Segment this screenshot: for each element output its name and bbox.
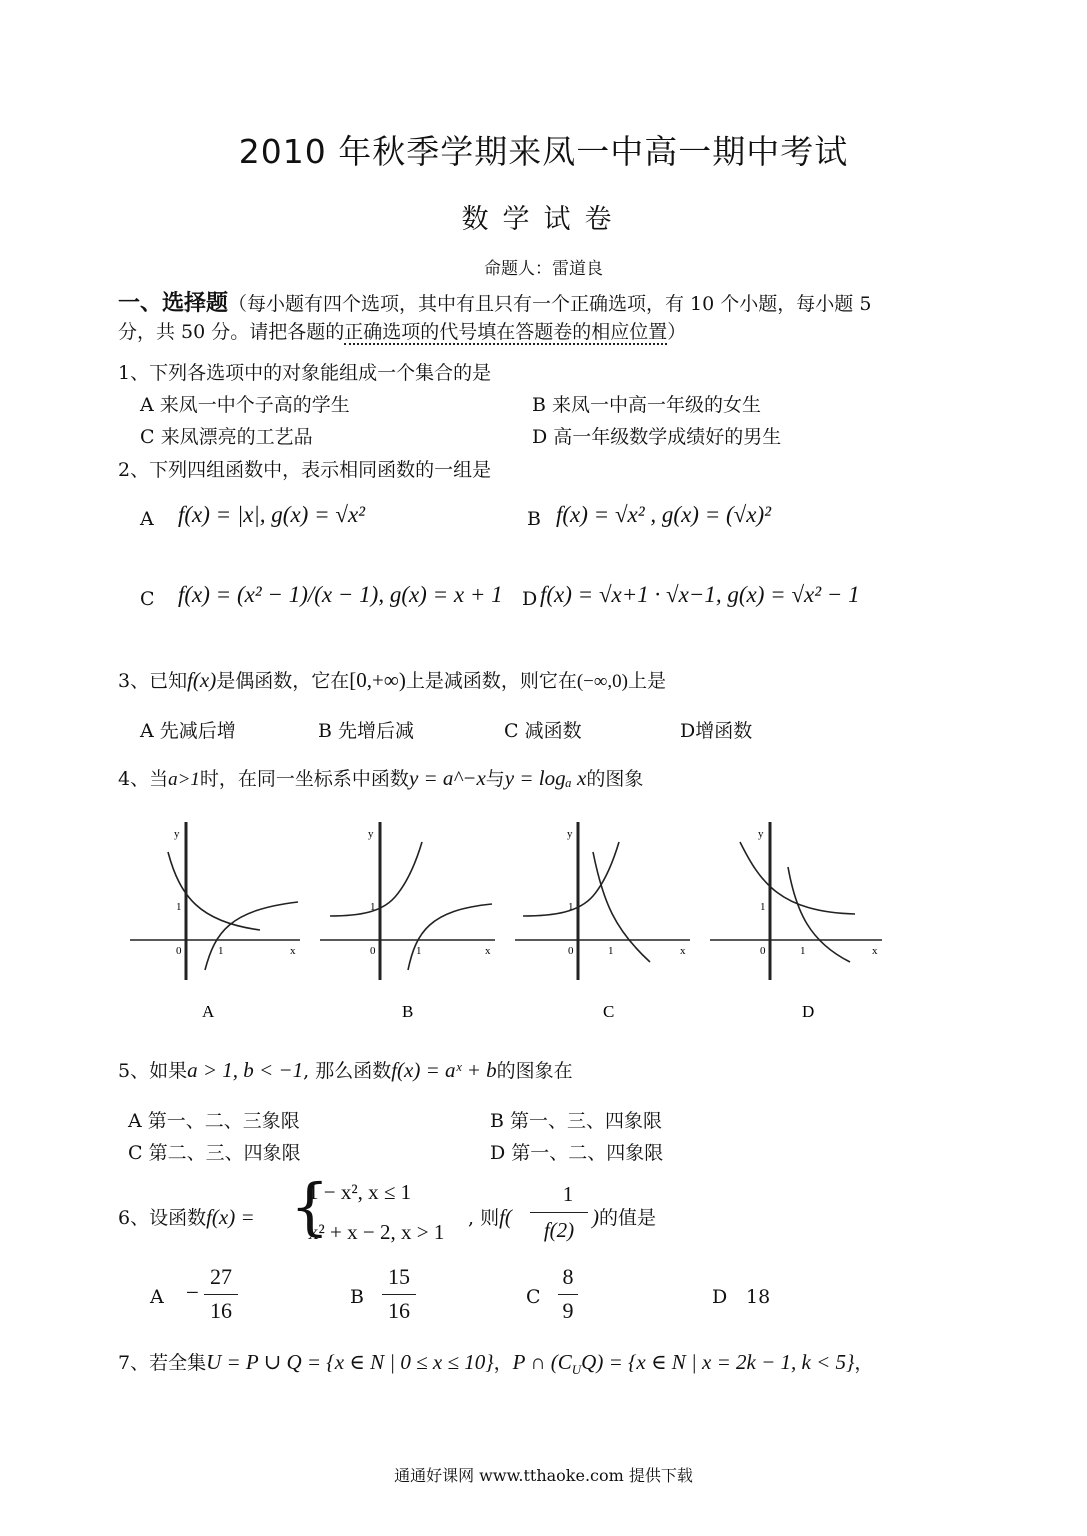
section-1-line2: [118, 317, 686, 344]
section-1-heading: 一、选择题: [118, 291, 229, 316]
q3-option-a: A 先减后增: [140, 720, 236, 742]
q6-option-a-label: A: [150, 1286, 164, 1308]
q6-expr-den: f(2): [543, 1218, 575, 1242]
q6-expr-num: 1: [562, 1182, 574, 1206]
q1-stem: 1、下列各选项中的对象能组成一个集合的是: [118, 362, 492, 384]
q6-option-a-num: 27: [210, 1264, 232, 1289]
q4-d-x-label: x: [872, 945, 878, 957]
q6-option-b-bar: [382, 1294, 416, 1295]
q6-option-a-den: 16: [210, 1298, 232, 1323]
q4-graph-d: [710, 822, 882, 1021]
q4-b-x-label: x: [485, 945, 491, 957]
q4-b-one-y: 1: [370, 901, 376, 913]
q2-option-d-label: D: [522, 588, 538, 610]
q3-stem: 3、已知f(x)是偶函数，它在[0,+∞)上是减函数，则它在(−∞,0)上是: [118, 668, 667, 692]
q4-c-one-y: 1: [568, 901, 574, 913]
q4-b-one-x: 1: [416, 945, 422, 957]
q6-option-c-den: 9: [562, 1298, 574, 1323]
q6-option-c-bar: [558, 1294, 578, 1295]
q2-option-d-math: f(x) = √x+1 · √x−1, g(x) = √x² − 1: [540, 582, 860, 607]
q4-b-origin: 0: [370, 945, 376, 957]
q6-option-b-label: B: [350, 1286, 364, 1308]
q6-option-b-num: 15: [388, 1264, 410, 1289]
q4-d-label: D: [802, 1002, 815, 1021]
q4-graph-c: [515, 822, 690, 1021]
q4-graphs: [120, 812, 900, 1027]
q6-stem-pre: 6、设函数f(x) =: [118, 1205, 255, 1229]
q4-c-one-x: 1: [608, 945, 614, 957]
q5-stem: 5、如果a > 1, b < −1, 那么函数f(x) = aˣ + b的图象在: [118, 1058, 573, 1082]
q2-stem: 2、下列四组函数中，表示相同函数的一组是: [118, 459, 492, 481]
q1-option-b: B 来凤一中高一年级的女生: [532, 394, 762, 416]
section-1-note-1: （每小题有四个选项，其中有且只有一个正确选项，有 10 个小题，每小题 5: [228, 293, 872, 315]
q4-c-label: C: [603, 1002, 615, 1021]
q6-option-d-value: 18: [746, 1286, 771, 1308]
q4-a-origin: 0: [176, 945, 182, 957]
q6-option-a-sign: −: [186, 1280, 199, 1305]
q2-option-c-label: C: [140, 588, 155, 610]
q5-option-c: C 第二、三、四象限: [128, 1142, 301, 1164]
q4-a-x-label: x: [290, 945, 296, 957]
q6-stem-mid: , 则f(: [468, 1205, 512, 1229]
q3-option-c: C 减函数: [504, 720, 582, 742]
q4-d-one-x: 1: [800, 945, 806, 957]
q3-option-b: B 先增后减: [318, 720, 415, 742]
q6-option-a-bar: [204, 1294, 238, 1295]
q4-d-one-y: 1: [760, 901, 766, 913]
q4-b-label: B: [402, 1002, 414, 1021]
section-1-note-2b: 正确选项的代号填在答题卷的相应位置: [344, 321, 668, 343]
q6-brace: {: [290, 1170, 330, 1243]
exam-title: 2010 年秋季学期来凤一中高一期中考试: [238, 132, 849, 171]
exam-subtitle: 数学试卷: [461, 204, 626, 235]
q4-a-one-x: 1: [218, 945, 224, 957]
q7-stem: 7、若全集U = P ∪ Q = {x ∈ N | 0 ≤ x ≤ 10}，P ∩ $(C_UQ) = \{x$ ∈ N | x = 2k − 1, k < 5}，: [118, 1350, 874, 1377]
q2-option-b-math: f(x) = √x² , g(x) = (√x)²: [556, 502, 772, 527]
q4-a-y-label: y: [174, 828, 180, 840]
q6-expr-fraction-bar: [530, 1212, 588, 1213]
q6-option-b-den: 16: [388, 1298, 410, 1323]
q6-option-d-label: D: [712, 1286, 728, 1308]
q4-a-one-y: 1: [176, 901, 182, 913]
q4-c-origin: 0: [568, 945, 574, 957]
q4-graph-b: [320, 822, 495, 1021]
q2-option-b-label: B: [527, 508, 541, 530]
q4-c-y-label: y: [567, 828, 573, 840]
q6-case-1: 1 − x², x ≤ 1: [308, 1180, 412, 1204]
page-footer: 通通好课网 www.tthaoke.com 提供下载: [394, 1466, 693, 1485]
q6-option-c-num: 8: [562, 1264, 574, 1289]
q1-option-a: A 来凤一中个子高的学生: [140, 394, 350, 416]
q4-a-label: A: [202, 1002, 215, 1021]
q4-d-y-label: y: [758, 828, 764, 840]
q6-option-c-label: C: [526, 1286, 541, 1308]
q2-option-c-math: f(x) = (x² − 1)/(x − 1), g(x) = x + 1: [178, 582, 503, 607]
q3-option-d: D增函数: [680, 720, 753, 742]
q2-option-a-math: f(x) = |x|, g(x) = √x²: [178, 502, 366, 527]
section-1-note-2c: ）: [667, 321, 687, 343]
q4-d-origin: 0: [760, 945, 766, 957]
section-1-line1: [118, 286, 871, 317]
section-1-note-2a: 分，共 50 分。请把各题的: [118, 321, 345, 343]
q2-option-a-label: A: [140, 508, 154, 530]
q1-option-d: D 高一年级数学成绩好的男生: [532, 426, 782, 448]
q4-stem: 4、当a>1时，在同一坐标系中函数y = a^−x与y = logₐ x的图象: [118, 766, 644, 790]
q1-option-c: C 来凤漂亮的工艺品: [140, 426, 313, 448]
q4-b-y-label: y: [368, 828, 374, 840]
q5-option-a: A 第一、二、三象限: [128, 1110, 300, 1132]
q5-option-b: B 第一、三、四象限: [490, 1110, 663, 1132]
q4-c-x-label: x: [680, 945, 686, 957]
q5-option-d: D 第一、二、四象限: [490, 1142, 664, 1164]
q4-graph-a: [130, 822, 300, 1021]
exam-author: 命题人：雷道良: [484, 259, 603, 279]
q6-case-2: x² + x − 2, x > 1: [308, 1220, 445, 1244]
q6-stem-post: )的值是: [592, 1205, 657, 1229]
